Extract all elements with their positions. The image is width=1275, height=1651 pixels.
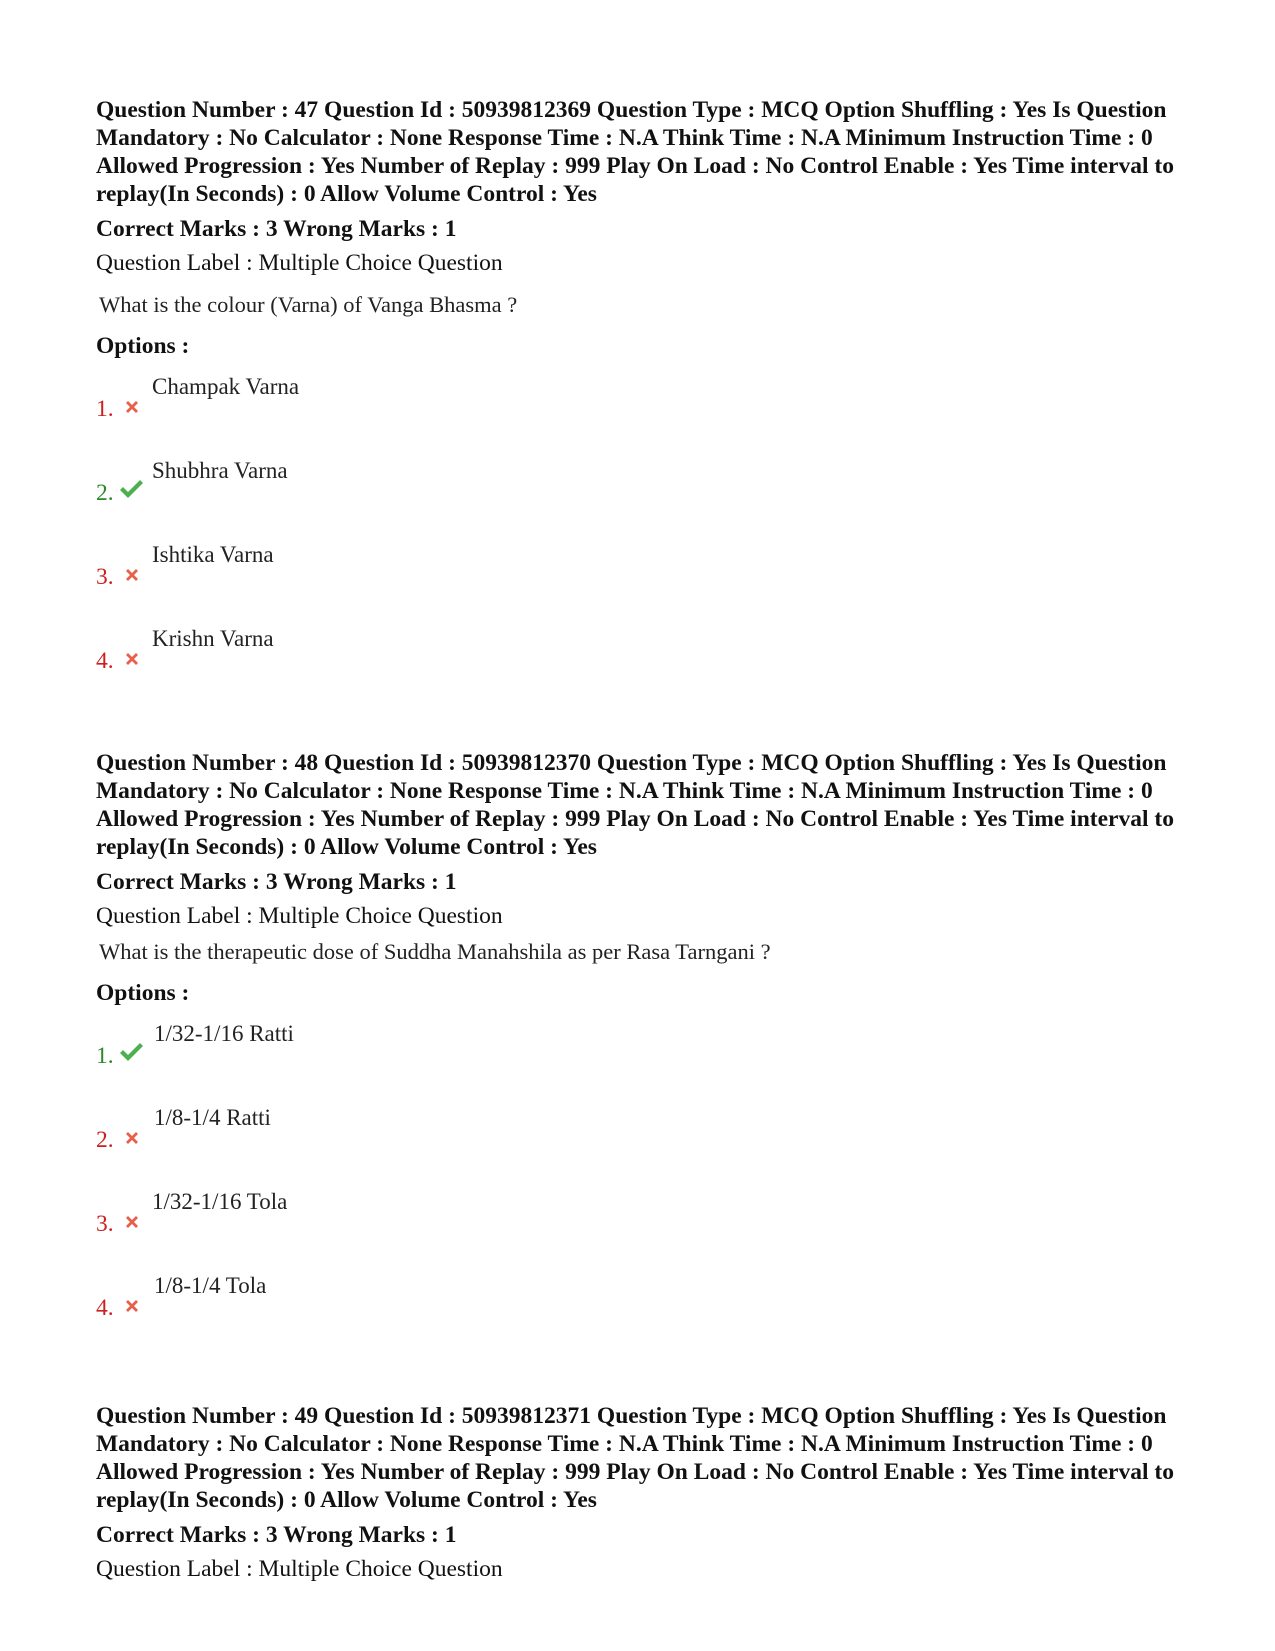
question-47	[96, 96, 1186, 698]
cross-icon	[122, 1296, 142, 1316]
option-3	[96, 1177, 1186, 1261]
option-text: 1/8-1/4 Ratti	[154, 1105, 271, 1130]
option-number: 4.	[96, 1295, 114, 1321]
option-number: 2.	[96, 480, 114, 506]
option-text: Champak Varna	[152, 374, 300, 399]
option-1	[96, 1009, 1186, 1093]
cross-icon	[122, 1212, 142, 1232]
question-marks: Correct Marks : 3 Wrong Marks : 1	[96, 869, 457, 895]
option-text: Krishn Varna	[152, 626, 274, 651]
option-text: 1/32-1/16 Ratti	[154, 1021, 294, 1046]
question-header: Question Number : 48 Question Id : 50939812370 Question Type : MCQ Option Shuffling : Yes Is Question Mandatory : No Calculator : None Response Time : N.A Think Time : N.A Minimum Instruction Time : 0 Allowed Progression : Yes Number of Replay : 999 Play On Load : No Control Enable : Yes Time interval to replay(In Seconds) : 0 Allow Volume Control : Yes	[96, 750, 1174, 860]
option-number: 4.	[96, 648, 114, 674]
option-text: 1/8-1/4 Tola	[154, 1273, 267, 1298]
option-text: Shubhra Varna	[152, 458, 288, 483]
question-marks: Correct Marks : 3 Wrong Marks : 1	[96, 216, 457, 242]
question-header: Question Number : 47 Question Id : 50939812369 Question Type : MCQ Option Shuffling : Yes Is Question Mandatory : No Calculator : None Response Time : N.A Think Time : N.A Minimum Instruction Time : 0 Allowed Progression : Yes Number of Replay : 999 Play On Load : No Control Enable : Yes Time interval to replay(In Seconds) : 0 Allow Volume Control : Yes	[96, 97, 1174, 207]
question-text: What is the therapeutic dose of Suddha Manahshila as per Rasa Tarngani ?	[99, 939, 771, 964]
question-48	[96, 749, 1186, 1345]
option-2	[96, 1093, 1186, 1177]
options-list	[96, 362, 1186, 698]
option-4	[96, 1261, 1186, 1345]
option-text: 1/32-1/16 Tola	[152, 1189, 288, 1214]
options-title: Options :	[96, 980, 190, 1006]
question-label: Question Label : Multiple Choice Question	[96, 1556, 503, 1582]
cross-icon	[122, 1128, 142, 1148]
question-label: Question Label : Multiple Choice Question	[96, 903, 503, 929]
question-marks: Correct Marks : 3 Wrong Marks : 1	[96, 1522, 457, 1548]
option-number: 2.	[96, 1127, 114, 1153]
options-list	[96, 1009, 1186, 1345]
option-number: 3.	[96, 564, 114, 590]
option-number: 1.	[96, 1043, 114, 1069]
option-3	[96, 530, 1186, 614]
option-number: 3.	[96, 1211, 114, 1237]
check-icon	[118, 478, 144, 500]
option-2	[96, 446, 1186, 530]
check-icon	[118, 1041, 144, 1063]
option-4	[96, 614, 1186, 698]
question-label: Question Label : Multiple Choice Question	[96, 250, 503, 276]
cross-icon	[122, 397, 142, 417]
cross-icon	[122, 649, 142, 669]
question-49	[96, 1402, 1186, 1583]
cross-icon	[122, 565, 142, 585]
question-header: Question Number : 49 Question Id : 50939812371 Question Type : MCQ Option Shuffling : Yes Is Question Mandatory : No Calculator : None Response Time : N.A Think Time : N.A Minimum Instruction Time : 0 Allowed Progression : Yes Number of Replay : 999 Play On Load : No Control Enable : Yes Time interval to replay(In Seconds) : 0 Allow Volume Control : Yes	[96, 1403, 1174, 1513]
option-1	[96, 362, 1186, 446]
option-text: Ishtika Varna	[152, 542, 274, 567]
options-title: Options :	[96, 333, 190, 359]
question-text: What is the colour (Varna) of Vanga Bhasma ?	[99, 292, 518, 317]
option-number: 1.	[96, 396, 114, 422]
